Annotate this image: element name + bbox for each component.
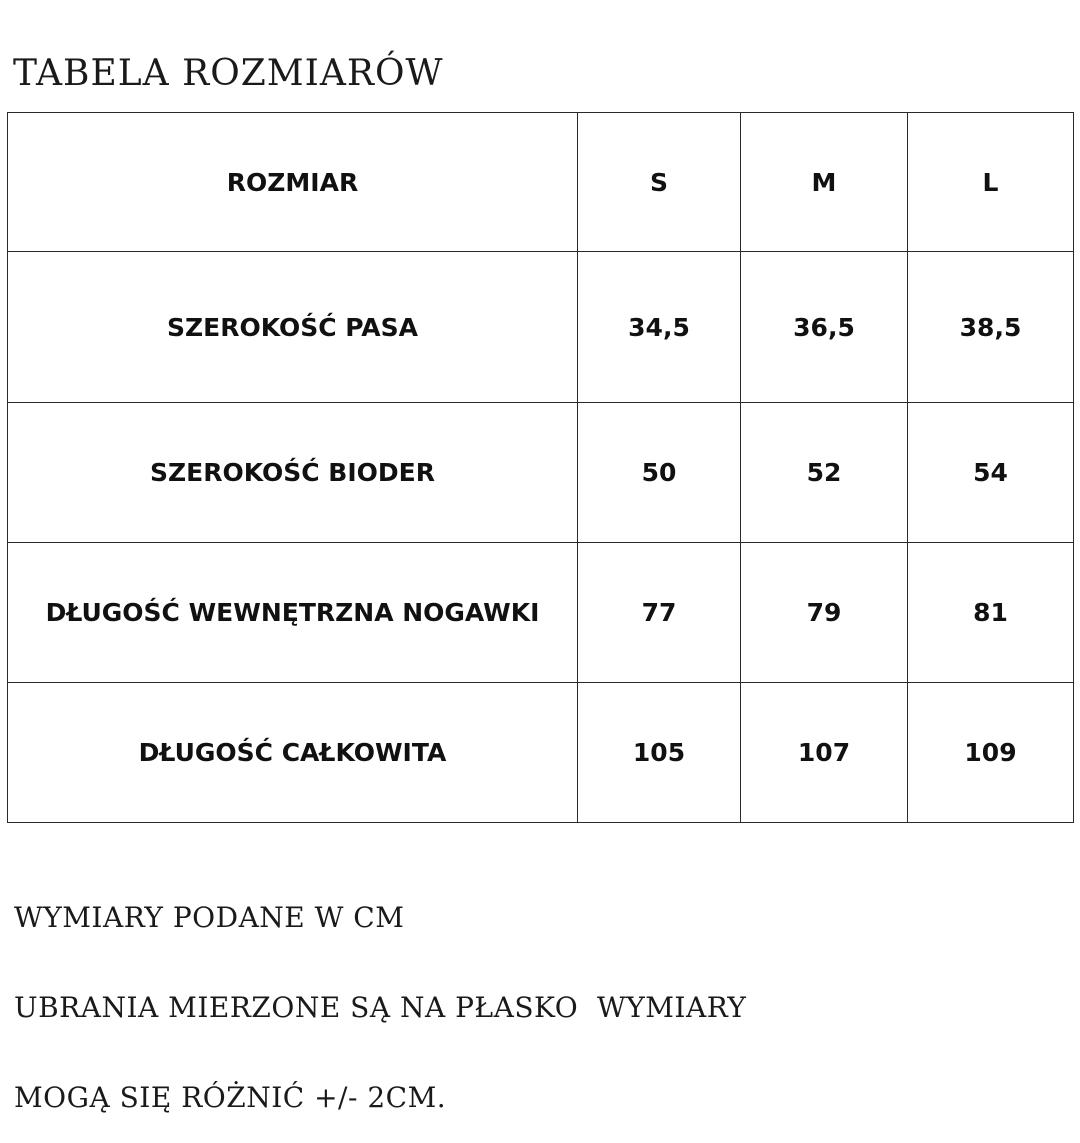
row-value-s: 50: [578, 403, 741, 543]
row-value-m: 36,5: [741, 252, 908, 403]
table-row: [8, 252, 1074, 403]
row-value-m: 107: [741, 683, 908, 823]
header-size-m: M: [741, 113, 908, 252]
note-line: MOGĄ SIĘ RÓŻNIĆ +/- 2CM.: [14, 1081, 447, 1114]
note-line: UBRANIA MIERZONE SĄ NA PŁASKO WYMIARY: [14, 991, 747, 1024]
row-value-l: 81: [908, 543, 1074, 683]
table-row: [8, 543, 1074, 683]
row-label: DŁUGOŚĆ WEWNĘTRZNA NOGAWKI: [8, 543, 578, 683]
header-size-s: S: [578, 113, 741, 252]
row-value-l: 38,5: [908, 252, 1074, 403]
note-line: WYMIARY PODANE W CM: [14, 901, 405, 934]
notes-block: [14, 843, 746, 1143]
row-value-s: 77: [578, 543, 741, 683]
row-label: SZEROKOŚĆ BIODER: [8, 403, 578, 543]
row-value-s: 105: [578, 683, 741, 823]
row-label: SZEROKOŚĆ PASA: [8, 252, 578, 403]
table-row: [8, 403, 1074, 543]
header-size-l: L: [908, 113, 1074, 252]
size-table: [7, 112, 1074, 823]
header-label-cell: ROZMIAR: [8, 113, 578, 252]
row-value-m: 79: [741, 543, 908, 683]
row-label: DŁUGOŚĆ CAŁKOWITA: [8, 683, 578, 823]
row-value-s: 34,5: [578, 252, 741, 403]
table-row: [8, 683, 1074, 823]
page-title: TABELA ROZMIARÓW: [13, 53, 444, 94]
row-value-m: 52: [741, 403, 908, 543]
row-value-l: 54: [908, 403, 1074, 543]
table-header-row: [8, 113, 1074, 252]
row-value-l: 109: [908, 683, 1074, 823]
